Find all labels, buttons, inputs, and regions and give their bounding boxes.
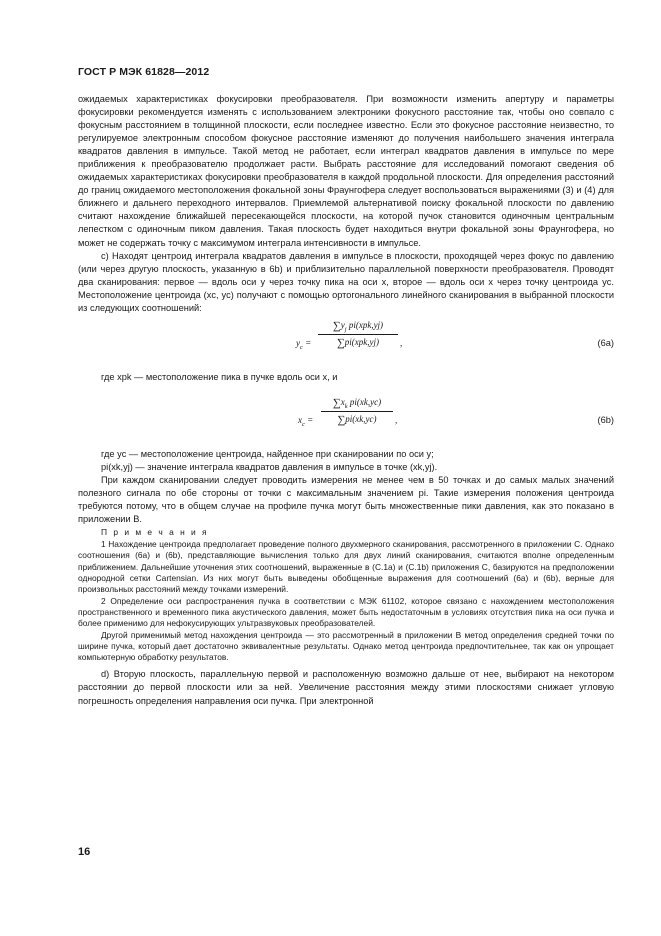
formula-6b: $x_c$ = $\sum x_k$ pi(xk,yc) ∑pi(xk,yc) , (6b): [298, 396, 614, 428]
formula-6a-fraction: $\sum y_j$ pi(xpk,yj) ∑pi(xpk,yj): [318, 319, 398, 349]
formula-6a-num-rest: pi(xpk,yj): [348, 319, 384, 330]
paragraph-measurements: При каждом сканировании следует проводить измерения не менее чем в 50 точках и до самых малых значений полезного сигнала по обе стороны от точки с максимальным значением pi. Такие измерения положения центроида требуются потому, что в общем случае на профиле пучка могут быть множественные пики давления, как это показано в приложении В.: [78, 474, 614, 525]
formula-6a-den: pi(xpk,yj): [344, 336, 380, 347]
formula-6a-num-sub: j: [344, 325, 347, 333]
formula-6b-fraction: $\sum x_k$ pi(xk,yc) ∑pi(xk,yc): [321, 396, 393, 426]
formula-6a-lhs-sub: c: [300, 343, 303, 351]
note-1: 1 Нахождение центроида предполагает проведение полного двухмерного сканирования, рассмотренного в приложении С. Однако соотношения (6а) и (6b), представляющие вычисления только для двух линий сканирования, считаются вполне определенным приближением. Дальнейшие уточнения этих соотношений, выраженные в (С.1а) и (С.1b) приложения С, базируются на предположении однородной сетки Cartensian. Из них могут быть выведены обобщенные выражения для соотношений (6а) и (6b), верные для произвольных расстояний между точками измерений.: [78, 539, 614, 595]
formula-6b-num-sub: k: [344, 402, 348, 410]
where-yc: где yc — местоположение центроида, найденное при сканировании по оси y;: [101, 448, 434, 459]
formula-6a-num-var: y: [340, 319, 345, 330]
formula-6b-den: pi(xk,yc): [345, 413, 377, 424]
page-number: 16: [78, 846, 91, 858]
formula-6b-tail: ,: [395, 414, 398, 425]
formula-6b-num-rest: pi(xk,yc): [349, 396, 382, 407]
formula-6a: $y_c$ = $\sum y_j$ pi(xpk,yj) ∑pi(xpk,yj) , (6a): [296, 319, 614, 351]
formula-6b-lhs: x: [298, 414, 302, 425]
formula-6a-number: (6a): [597, 337, 614, 348]
formula-6a-lhs: y: [296, 337, 300, 348]
note-2: 2 Определение оси распространения пучка в соответствии с МЭК 61102, которое связано с нахождением местоположения пространственного и временного пика акустического давления, может быть недостаточным в условиях отсутствия пика на оси пучка и более применимо для нефокусирующих ультразвуковых преобразователей.: [78, 595, 614, 629]
formula-6b-num-var: x: [340, 396, 345, 407]
document-body: [78, 93, 614, 708]
note-3: Другой применимый метод нахождения центроида — это рассмотренный в приложении В метод определения средней точки по ширине пучка, который дает достаточно эквивалентные результаты. Однако метод центроида предпочтительнее, так как он упрощает компьютерную обработку результатов.: [78, 629, 614, 663]
paragraph-focusing: ожидаемых характеристиках фокусировки преобразователя. При возможности изменить апертуру и параметры фокусировки рекомендуется изменять с использованием электроники фокусного расстояние так, чтобы оно совпало с фокусным расстоянием в толщинной плоскости, если последнее известно. Если это фокусное расстояние неизвестно, то регулируемое электронным способом фокусное расстояние изменяют до получения наибольшего значения интеграла квадратов давления в импульсе. Такой метод не работает, если интеграл квадратов давления в импульсе по мере приближения к преобразователю продолжает расти. Выбрать расстояние для исследований помогают сведения об ожидаемых характеристиках фокусировки преобразователя в каждой продольной плоскости. Для определения расстояний до границ ожидаемого местоположения фокальной зоны Фраунгофера следует воспользоваться выражениями (3) и (4) для ближнего и дальнего переходного интервалов. Приемлемой альтернативой поиску фокальной плоскости по давлению считают нахождение ближайшей пересекающейся плоскости, на которой пучок становится одиночным центральным лепестком с одиночным пиком давления. Такая плоскость будет находиться внутри фокальной зоны Фраунгофера, но может не содержать точку с максимумом интеграла интенсивности в импульсе.: [78, 94, 614, 248]
formula-6a-tail: ,: [400, 337, 403, 348]
formula-6b-number: (6b): [597, 414, 614, 425]
paragraph-step-c: с) Находят центроид интеграла квадратов давления в импульсе в плоскости, проходящей через фокус по давлению (или через другую плоскость, указанную в 6b) и приблизительно параллельной поверхности преобразователя. Проводят два сканирования: первое — вдоль оси y через точку пика на оси x, второе — вдоль оси x через точку центроида yc. Местоположение центроида (xc, yc) получают с помощью ортогонального линейного сканирования в выбранной плоскости из следующих соотношений:: [78, 250, 614, 313]
paragraph-step-d: d) Вторую плоскость, параллельную первой и расположенную возможно дальше от нее, выбирают на некотором расстоянии до первой плоскости или за ней. Увеличение расстояния между этими плоскостями снижает угловую погрешность определения направления оси пучка. При электронной: [78, 669, 614, 706]
where-pi: pi(xk,yj) — значение интеграла квадратов давления в импульсе в точке (xk,yj).: [101, 461, 438, 472]
document-header: ГОСТ Р МЭК 61828—2012: [78, 66, 210, 78]
notes-title: П р и м е ч а н и я: [101, 527, 209, 538]
formula-6b-lhs-sub: c: [302, 420, 305, 428]
where-xpk: где xpk — местоположение пика в пучке вдоль оси x, и: [101, 371, 338, 382]
